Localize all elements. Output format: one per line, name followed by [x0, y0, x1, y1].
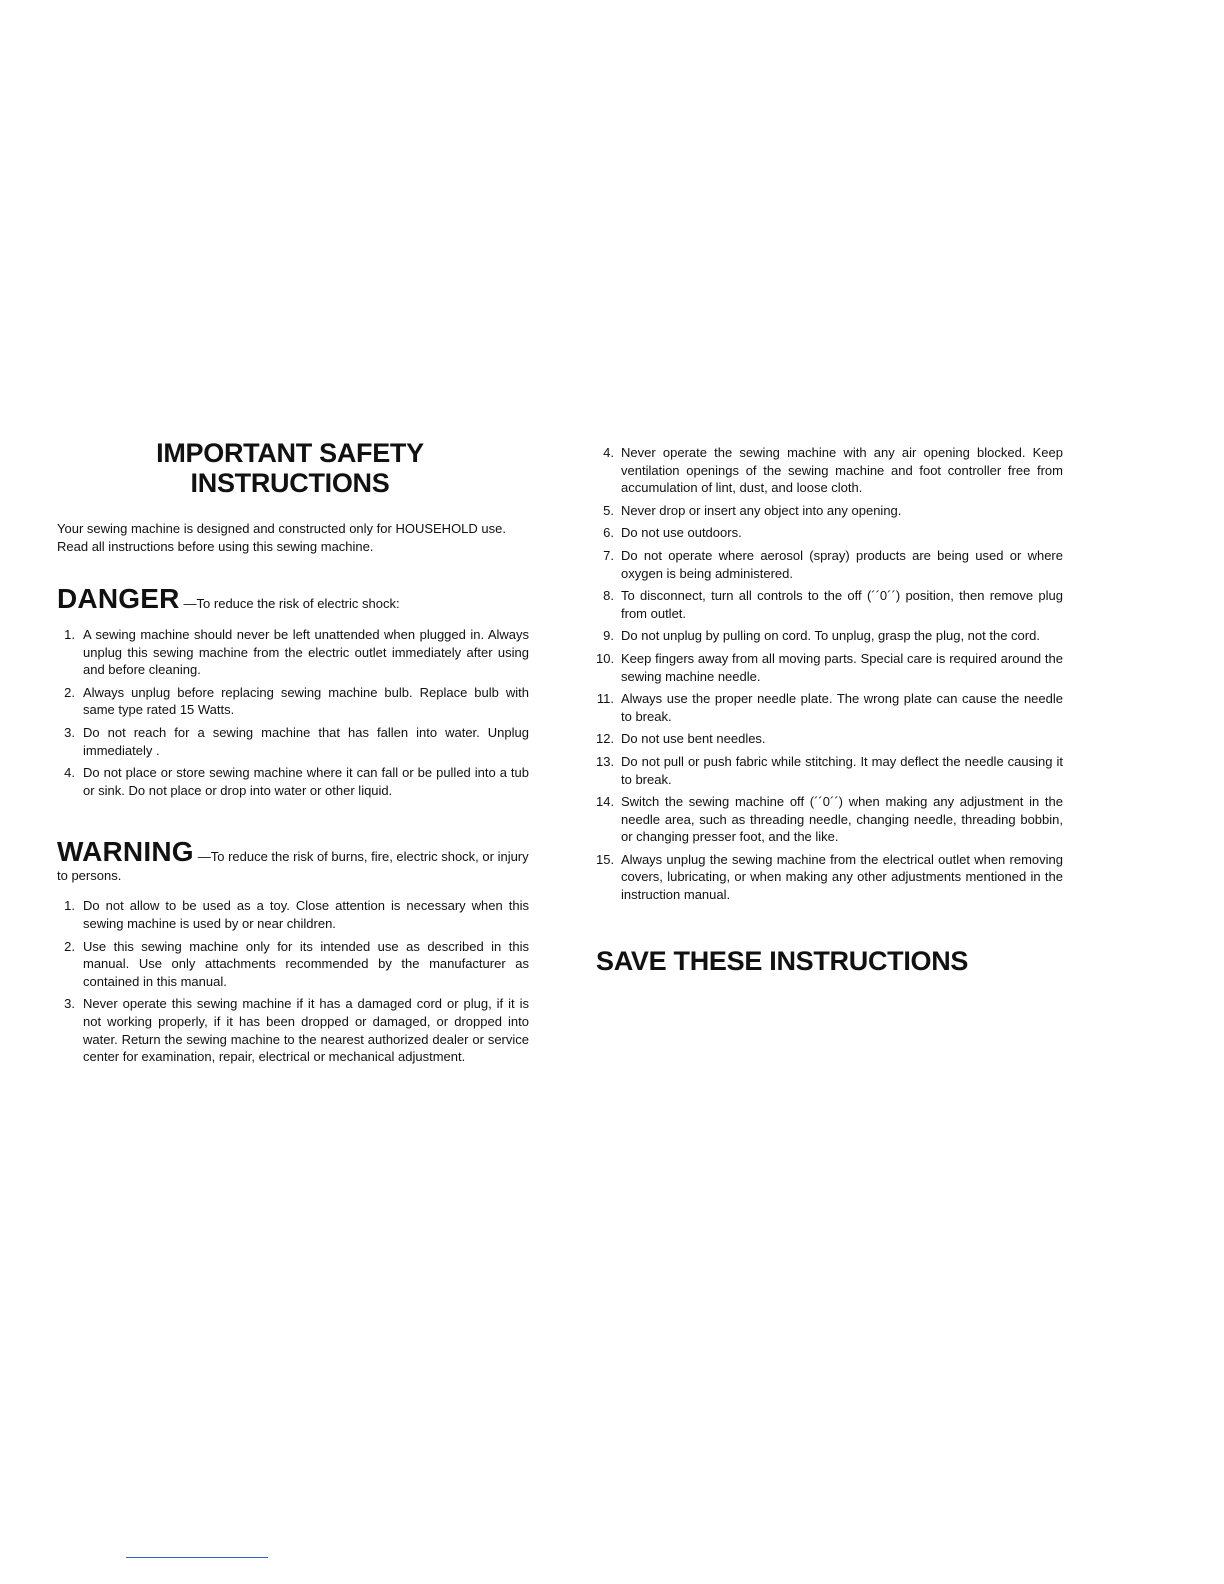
list-item	[596, 730, 1063, 748]
item-text: Do not place or store sewing machine where it can fall or be pulled into a tub or sink. Do not place or drop into water or other liquid.	[83, 765, 529, 798]
list-item	[596, 547, 1063, 582]
warning-section	[57, 837, 529, 1065]
item-number: 1.	[64, 898, 75, 914]
item-number: 15.	[596, 851, 615, 867]
item-number: 14.	[596, 794, 615, 810]
warning-heading-line	[57, 837, 529, 885]
list-item	[596, 851, 1063, 904]
warning-subheading: —To reduce the risk of burns, fire, electric shock, or injury to persons.	[57, 849, 529, 884]
right-column	[596, 444, 1063, 976]
item-text: Switch the sewing machine off (´´0´´) when making any adjustment in the needle area, such as threading needle, changing needle, threading bobbin, or changing presser foot, and the like.	[621, 794, 1063, 845]
list-item	[596, 627, 1063, 645]
item-text: Always unplug the sewing machine from the electrical outlet when removing covers, lubricating, or when making any other adjustments mentioned in the instruction manual.	[621, 851, 1063, 903]
item-number: 6.	[603, 525, 614, 541]
danger-subheading: —To reduce the risk of electric shock:	[183, 596, 400, 611]
item-text: Always use the proper needle plate. The wrong plate can cause the needle to break.	[621, 691, 1063, 724]
item-number: 2.	[64, 684, 75, 700]
save-instructions-title: SAVE THESE INSTRUCTIONS	[596, 945, 969, 976]
item-text: Never operate the sewing machine with any air opening blocked. Keep ventilation openings of the sewing machine and foot controller free from accumulation of lint, dust, and loose cloth.	[621, 445, 1063, 496]
item-number: 10.	[596, 650, 615, 666]
danger-list	[57, 626, 529, 799]
item-text: Never drop or insert any object into any opening.	[621, 502, 902, 518]
list-item	[596, 524, 1063, 542]
danger-heading-line	[57, 584, 529, 614]
list-item	[57, 724, 529, 759]
left-column	[57, 438, 529, 1071]
item-text: Do not use outdoors.	[621, 525, 742, 541]
warning-list	[57, 897, 529, 1065]
list-item	[57, 764, 529, 799]
item-text: Do not pull or push fabric while stitching. It may deflect the needle causing it to break.	[621, 753, 1063, 787]
list-item	[57, 897, 529, 932]
list-item	[596, 650, 1063, 685]
intro-line-1: Your sewing machine is designed and constructed only for HOUSEHOLD use.	[57, 521, 506, 536]
item-number: 1.	[64, 627, 75, 642]
danger-section	[57, 584, 529, 799]
item-number: 3.	[64, 996, 75, 1012]
list-item	[596, 444, 1063, 497]
item-text: To disconnect, turn all controls to the off (´´0´´) position, then remove plug from outlet.	[621, 588, 1063, 621]
title-line-2: INSTRUCTIONS	[190, 468, 390, 498]
item-text: Never operate this sewing machine if it has a damaged cord or plug, if it is not working properly, if it has been dropped or damaged, or dropped into water. Return the sewing machine to the nearest authorized dealer or service center for examination, repair, electrical or mechanical adjustment.	[83, 996, 529, 1065]
item-number: 8.	[603, 588, 614, 604]
footer-rule	[126, 1557, 268, 1558]
item-number: 11.	[596, 691, 614, 707]
title-line-1: IMPORTANT SAFETY	[156, 438, 424, 468]
item-text: Do not allow to be used as a toy. Close attention is necessary when this sewing machine is used by or near children.	[83, 898, 529, 931]
page-title	[57, 438, 529, 498]
item-text: Do not unplug by pulling on cord. To unplug, grasp the plug, not the cord.	[621, 628, 1040, 644]
danger-heading: DANGER	[57, 583, 180, 614]
list-item	[57, 995, 529, 1065]
item-text: Use this sewing machine only for its intended use as described in this manual. Use only attachments recommended by the manufacturer as contained in this manual.	[83, 938, 529, 989]
item-number: 13.	[596, 753, 615, 769]
item-number: 4.	[64, 765, 75, 781]
list-item	[596, 690, 1063, 725]
continued-warning-list	[596, 444, 1063, 904]
item-number: 2.	[64, 938, 75, 954]
list-item	[57, 938, 529, 991]
item-number: 12.	[596, 731, 615, 747]
item-text: Do not reach for a sewing machine that has fallen into water. Unplug immediately .	[83, 724, 529, 758]
list-item	[596, 502, 1063, 520]
list-item	[596, 793, 1063, 846]
item-text: A sewing machine should never be left unattended when plugged in. Always unplug this sewing machine from the electric outlet immediately after using and before cleaning.	[83, 627, 529, 678]
item-text: Do not use bent needles.	[621, 731, 766, 747]
item-number: 9.	[603, 628, 614, 644]
intro-paragraph	[57, 520, 529, 556]
item-text: Do not operate where aerosol (spray) products are being used or where oxygen is being administered.	[621, 547, 1063, 581]
intro-line-2: Read all instructions before using this sewing machine.	[57, 539, 374, 554]
list-item	[596, 753, 1063, 788]
item-number: 4.	[603, 445, 614, 460]
item-number: 7.	[603, 547, 614, 563]
warning-heading: WARNING	[57, 836, 194, 868]
item-text: Keep fingers away from all moving parts. Special care is required around the sewing machine needle.	[621, 650, 1063, 684]
item-number: 3.	[64, 724, 75, 740]
list-item	[596, 587, 1063, 622]
item-number: 5.	[603, 502, 614, 518]
list-item	[57, 684, 529, 719]
list-item	[57, 626, 529, 679]
item-text: Always unplug before replacing sewing machine bulb. Replace bulb with same type rated 15 Watts.	[83, 684, 529, 718]
